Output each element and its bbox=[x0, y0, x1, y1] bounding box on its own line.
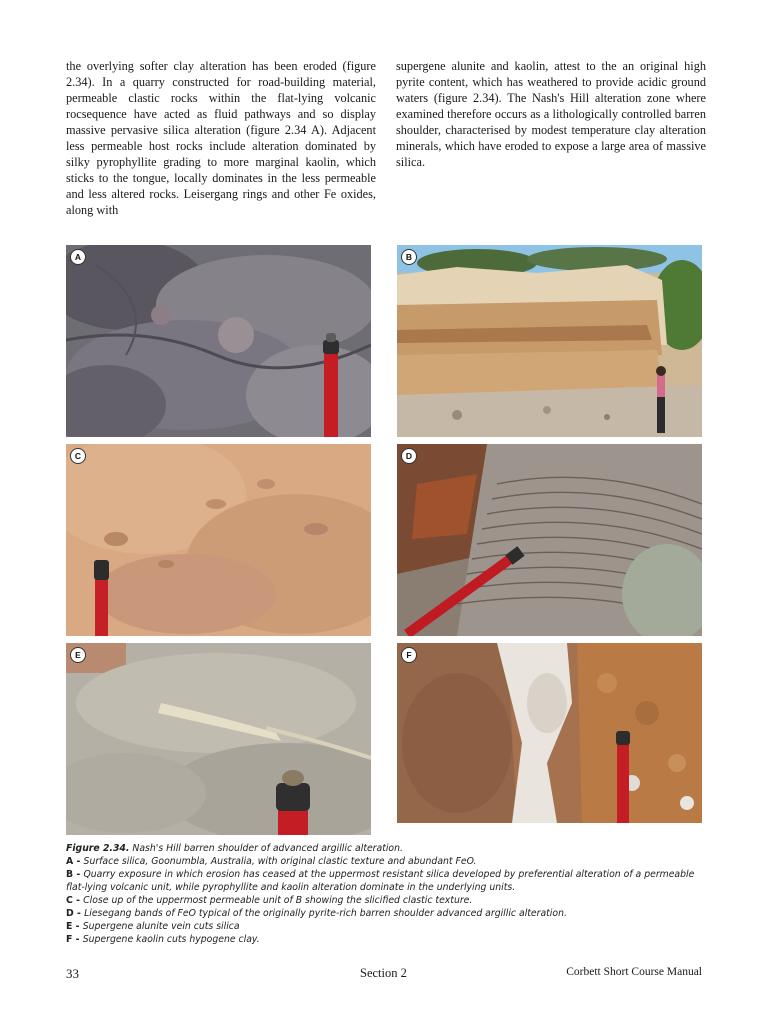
caption-item-text: Surface silica, Goonumbla, Australia, with original clastic texture and abundant FeO. bbox=[83, 856, 477, 867]
caption-item-key: F bbox=[66, 934, 73, 945]
caption-item bbox=[66, 894, 706, 907]
caption-item bbox=[66, 855, 706, 868]
photo-c-clastic-texture bbox=[66, 444, 371, 636]
caption-item bbox=[66, 920, 706, 933]
photo-d-liesegang-bands bbox=[397, 444, 702, 636]
caption-item-key: D bbox=[66, 908, 74, 919]
caption-item-text: Close up of the uppermost permeable unit of B showing the slicified clastic texture. bbox=[83, 895, 473, 906]
photo-c-badge: C bbox=[70, 448, 86, 464]
photo-a-surface-silica bbox=[66, 245, 371, 437]
caption-item-sep: - bbox=[72, 895, 84, 906]
caption-item-sep: - bbox=[73, 856, 84, 867]
caption-item bbox=[66, 907, 706, 920]
caption-title bbox=[66, 842, 706, 855]
page-number: 33 bbox=[66, 966, 79, 981]
body-text-right-column bbox=[396, 58, 706, 170]
caption-item-text: Supergene kaolin cuts hypogene clay. bbox=[82, 934, 260, 945]
section-label: Section 2 bbox=[360, 966, 407, 980]
caption-item-key: A bbox=[66, 856, 74, 867]
body-text-left-column bbox=[66, 58, 376, 218]
photo-e-badge: E bbox=[70, 647, 86, 663]
caption-item-text: Liesegang bands of FeO typical of the originally pyrite-rich barren shoulder advanced argillic alteration. bbox=[84, 908, 567, 919]
caption-item bbox=[66, 933, 706, 946]
photo-d-badge: D bbox=[401, 448, 417, 464]
caption-item-sep: - bbox=[72, 934, 83, 945]
photo-f-supergene-kaolin bbox=[397, 643, 702, 823]
photo-b-badge: B bbox=[401, 249, 417, 265]
caption-title-rest: Nash's Hill barren shoulder of advanced argillic alteration. bbox=[129, 843, 403, 854]
caption-item-key: B bbox=[66, 869, 74, 880]
caption-item-sep: - bbox=[73, 869, 84, 880]
photo-a-badge: A bbox=[70, 249, 86, 265]
caption-item-sep: - bbox=[72, 921, 83, 932]
body-paragraph-left: the overlying softer clay alteration has been eroded (figure 2.34). In a quarry constructed for road-building material, permeable clastic rocks within the flat-lying volcanic rocsequence have acted as fluid pathways and so display massive pervasive silica alteration (figure 2.34 A). Adjacent less permeable host rocks include alteration dominated by silky pyrophyllite grading to more marginal kaolin, which sticks to the tongue, locally dominates in the less permeable and less altered rocks. Leisergang rings and other Fe oxides, along with bbox=[66, 59, 376, 217]
caption-title-bold: Figure 2.34. bbox=[66, 843, 130, 854]
caption-item-text: Quarry exposure in which erosion has ceased at the uppermost resistant silica developed by preferential alteration of a permeable flat-lying volcanic unit, while pyrophyllite and kaolin alteration dominate in the underlying units. bbox=[66, 869, 695, 893]
photo-f-badge: F bbox=[401, 647, 417, 663]
caption-item bbox=[66, 868, 706, 894]
caption-item-sep: - bbox=[73, 908, 85, 919]
figure-caption bbox=[66, 842, 706, 946]
caption-item-key: E bbox=[66, 921, 73, 932]
photo-e-alunite-vein bbox=[66, 643, 371, 835]
body-paragraph-right: supergene alunite and kaolin, attest to the an original high pyrite content, which has weathered to provide acidic ground waters (figure 2.34). The Nash's Hill alteration zone where examined therefore occurs as a lithologically controlled barren shoulder, characterised by modest temperature clay alteration minerals, which have eroded to expose a large area of massive silica. bbox=[396, 59, 706, 169]
caption-item-key: C bbox=[66, 895, 73, 906]
photo-b-quarry-exposure bbox=[397, 245, 702, 437]
manual-title: Corbett Short Course Manual bbox=[566, 966, 702, 978]
caption-item-text: Supergene alunite vein cuts silica bbox=[82, 921, 240, 932]
